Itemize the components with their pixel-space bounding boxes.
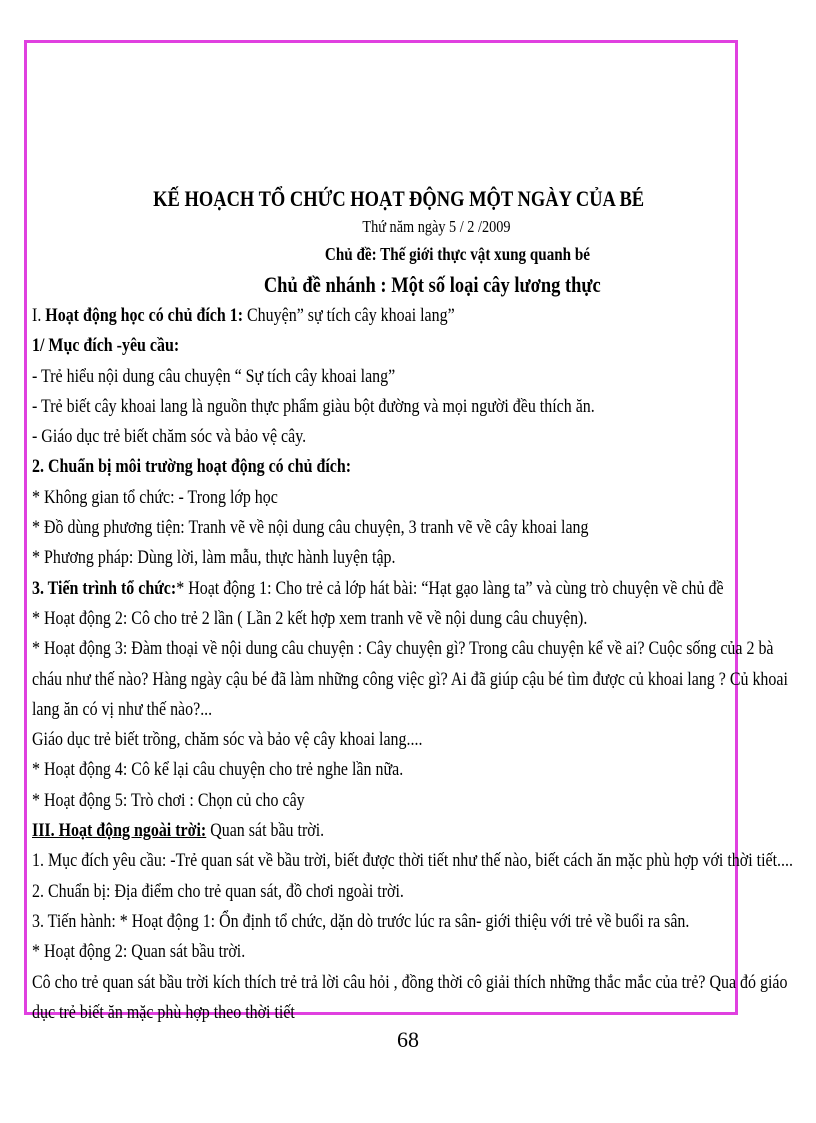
prep-item: * Không gian tổ chức: - Trong lớp học [32, 486, 278, 508]
process-heading-line [32, 574, 732, 604]
process-heading: 3. Tiến trình tổ chức: [32, 577, 177, 599]
outdoor-item: 2. Chuẩn bị: Địa điểm cho trẻ quan sát, đồ chơi ngoài trời. [32, 880, 404, 902]
process-item: * Hoạt động 1: Cho trẻ cả lớp hát bài: “Hạt gạo làng ta” và cùng trò chuyện về chủ đề [176, 577, 724, 599]
document-date: Thứ năm ngày 5 / 2 /2009 [362, 217, 511, 236]
section1-heading-bold: Hoạt động học có chủ đích 1: [45, 305, 244, 326]
outdoor-item: 1. Mục đích yêu cầu: -Trẻ quan sát về bầu trời, biết được thời tiết như thế nào, biết cách ăn mặc phù hợp với thời tiết.... [32, 850, 793, 872]
process-item: lang ăn có vị như thế nào?... [32, 698, 213, 720]
process-item: * Hoạt động 3: Đàm thoại về nội dung câu chuyện : Cây chuyện gì? Trong câu chuyện kể về ai? Cuộc sống của 2 bà [32, 638, 774, 660]
purpose-item: - Trẻ hiểu nội dung câu chuyện “ Sự tích cây khoai lang” [32, 365, 396, 387]
purpose-heading: 1/ Mục đích -yêu cầu: [32, 335, 180, 357]
section1-prefix: I. [32, 305, 46, 326]
prep-item: * Đồ dùng phương tiện: Tranh vẽ về nội dung câu chuyện, 3 tranh vẽ về cây khoai lang [32, 517, 589, 539]
process-item: Giáo dục trẻ biết trồng, chăm sóc và bảo vệ cây khoai lang.... [32, 729, 423, 751]
section3-heading-rest: Quan sát bầu trời. [206, 820, 325, 842]
outdoor-item: * Hoạt động 2: Quan sát bầu trời. [32, 941, 246, 963]
section1-heading [32, 301, 732, 331]
purpose-item: - Trẻ biết cây khoai lang là nguồn thực phẩm giàu bột đường và mọi người đều thích ăn. [32, 395, 595, 417]
process-item: * Hoạt động 4: Cô kể lại câu chuyện cho trẻ nghe lần nữa. [32, 759, 404, 781]
document-title: KẾ HOẠCH TỔ CHỨC HOẠT ĐỘNG MỘT NGÀY CỦA BÉ [153, 186, 645, 211]
section1-heading-rest: Chuyện” sự tích cây khoai lang” [243, 305, 455, 326]
section3-heading-line [32, 816, 732, 846]
process-item: cháu như thế nào? Hàng ngày cậu bé đã làm những công việc gì? Ai đã giúp cậu bé tìm được củ khoai lang ? Củ khoai [32, 668, 788, 690]
document-body [32, 183, 793, 1028]
purpose-item: - Giáo dục trẻ biết chăm sóc và bảo vệ cây. [32, 426, 307, 448]
theme-line: Chủ đề: Thế giới thực vật xung quanh bé [324, 244, 590, 264]
process-item: * Hoạt động 2: Cô cho trẻ 2 lần ( Lần 2 kết hợp xem tranh vẽ về nội dung câu chuyện). [32, 607, 588, 629]
page-number: 68 [397, 1027, 419, 1052]
prep-item: * Phương pháp: Dùng lời, làm mẫu, thực hành luyện tập. [32, 547, 396, 569]
prep-heading: 2. Chuẩn bị môi trường hoạt động có chủ đích: [32, 456, 352, 478]
section3-heading: III. Hoạt động ngoài trời: [32, 820, 207, 842]
outdoor-item: dục trẻ biết ăn mặc phù hợp theo thời tiết [32, 1001, 295, 1023]
outdoor-item: Cô cho trẻ quan sát bầu trời kích thích trẻ trả lời câu hỏi , đồng thời cô giải thích những thắc mắc của trẻ? Qua đó giáo [32, 971, 788, 993]
process-item: * Hoạt động 5: Trò chơi : Chọn củ cho cây [32, 789, 305, 811]
outdoor-item: 3. Tiến hành: * Hoạt động 1: Ổn định tổ chức, dặn dò trước lúc ra sân- giới thiệu với trẻ về buổi ra sân. [32, 910, 690, 932]
subtheme-line: Chủ đề nhánh : Một số loại cây lương thực [263, 272, 601, 297]
